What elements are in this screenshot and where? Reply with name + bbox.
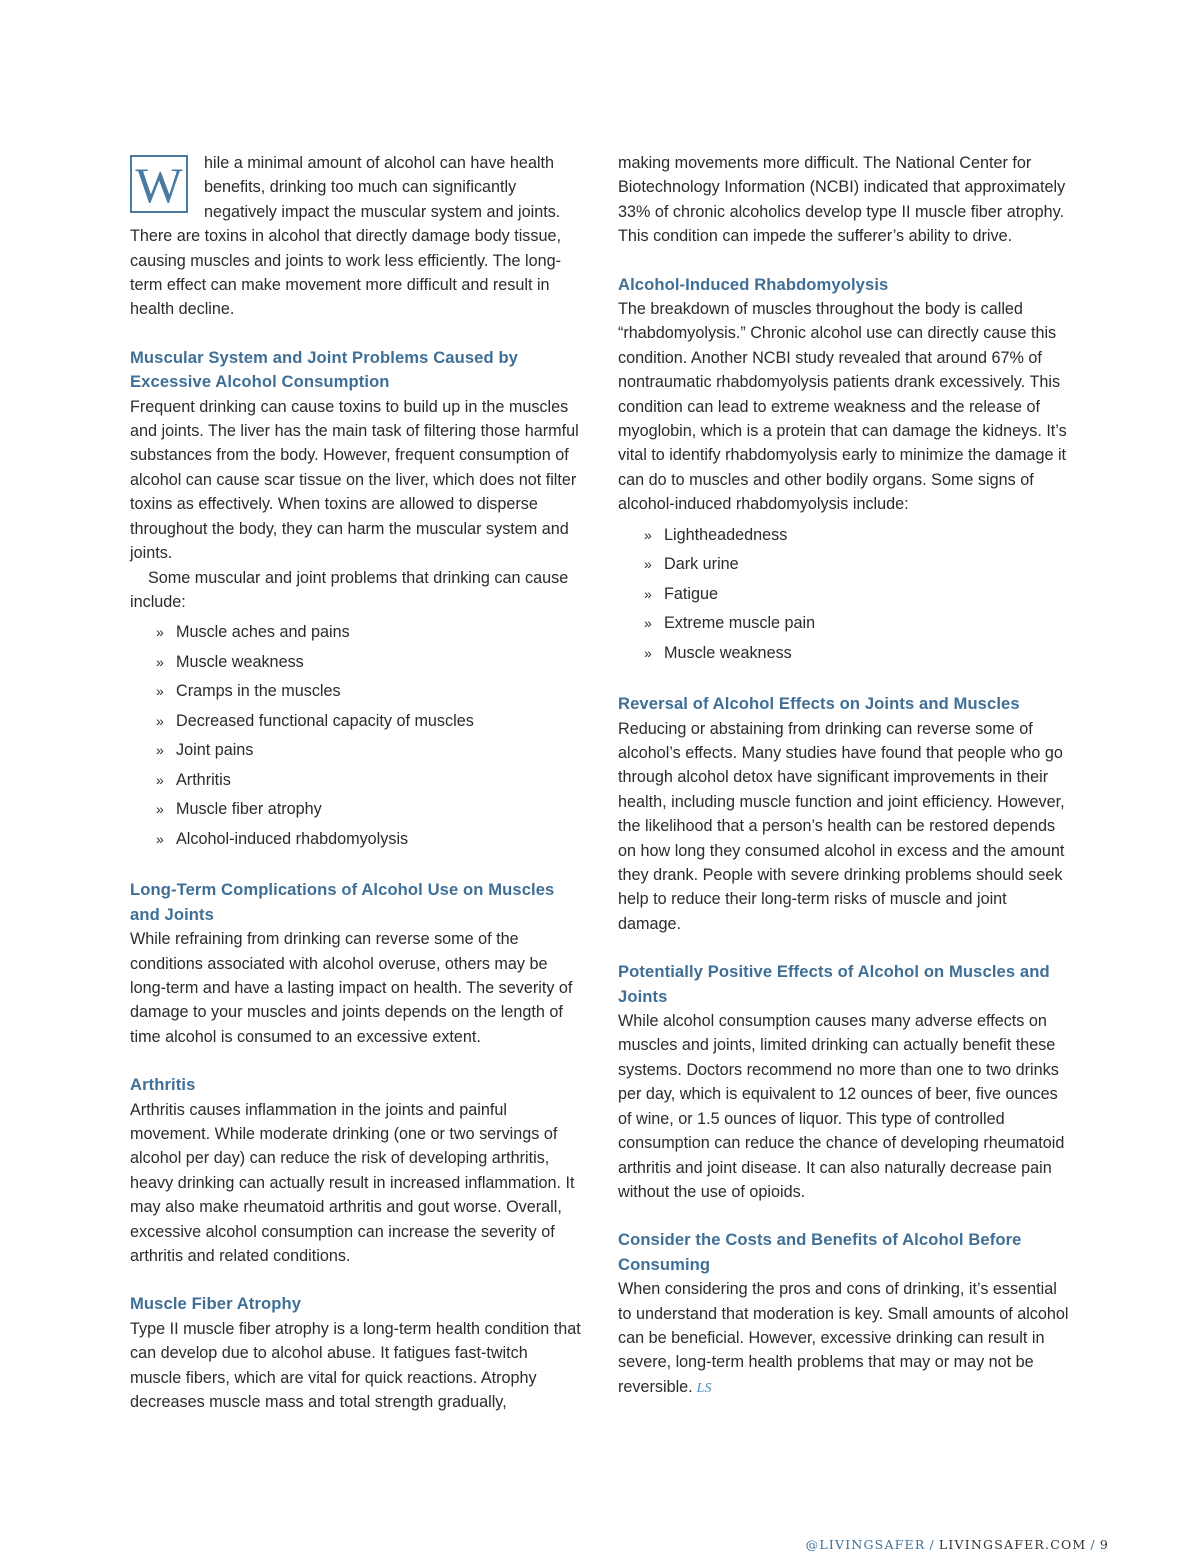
list-item: » Muscle fiber atrophy (156, 795, 582, 825)
problems-list (130, 618, 582, 854)
list-item: » Extreme muscle pain (644, 609, 1070, 639)
bullet-icon: » (156, 653, 164, 670)
list-item: » Lightheadedness (644, 521, 1070, 551)
paragraph-continued: making movements more difficult. The National Center for Biotechnology Information (NCBI) indicated that approximately 33% of chronic alcoholics develop type II muscle fiber atrophy. This condition can impede the sufferer’s ability to drive. (618, 154, 1066, 246)
heading-reversal: Reversal of Alcohol Effects on Joints and Muscles (618, 694, 1020, 714)
bullet-icon: » (644, 556, 652, 573)
list-item: » Joint pains (156, 736, 582, 766)
heading-muscular-joint-problems: Muscular System and Joint Problems Caused by Excessive Alcohol Consumption (130, 347, 519, 392)
page-number: 9 (1099, 1537, 1109, 1552)
paragraph: Type II muscle fiber atrophy is a long-term health condition that can develop due to alcohol abuse. It fatigues fast-twitch muscle fibers, which are vital for quick reactions. Atrophy decreases muscle mass and total strength gradually, (130, 1319, 581, 1412)
list-item: » Muscle aches and pains (156, 618, 582, 648)
list-item: » Muscle weakness (156, 648, 582, 678)
page-footer: @LIVINGSAFER / LIVINGSAFER.COM / 9 (805, 1537, 1109, 1552)
list-item: » Arthritis (156, 766, 582, 796)
bullet-icon: » (156, 771, 164, 788)
list-item: » Alcohol-induced rhabdomyolysis (156, 825, 582, 855)
end-mark-icon: LS (696, 1380, 712, 1396)
paragraph: Arthritis causes inflammation in the joints and painful movement. While moderate drinking (one or two servings of alcohol per day) can reduce the risk of developing arthritis, heavy drinking can actually result in increased inflammation. It may also make rheumatoid arthritis and gout worse. Overall, excessive alcohol consumption can increase the severity of arthritis and related conditions. (130, 1100, 575, 1265)
paragraph: Some muscular and joint problems that drinking can cause include: (130, 568, 569, 611)
website: LIVINGSAFER.COM (938, 1537, 1087, 1552)
intro-paragraph: hile a minimal amount of alcohol can have health benefits, drinking too much can significantly negatively impact the muscular system and joints. There are toxins in alcohol that directly damage body tissue, causing muscles and joints to work less efficiently. The long-term effect can make movement more difficult and result in health decline. (130, 154, 562, 319)
paragraph: When considering the pros and cons of drinking, it’s essential to understand that moderation is key. Small amounts of alcohol can be beneficial. However, excessive drinking can result in severe, long-term health problems that may or may not be reversible. LS (618, 1280, 1069, 1396)
heading-muscle-fiber-atrophy: Muscle Fiber Atrophy (130, 1294, 302, 1314)
bullet-icon: » (644, 526, 652, 543)
paragraph: The breakdown of muscles throughout the body is called “rhabdomyolysis.” Chronic alcohol use can directly cause this condition. Another NCBI study revealed that around 67% of nontraumatic rhabdomyolysis patients drank excessively. This condition can lead to extreme weakness and the release of myoglobin, which is a protein that can damage the kidneys. It’s vital to identify rhabdomyolysis early to minimize the damage it can do to muscles and other bodily organs. Some signs of alcohol-induced rhabdomyolysis include: (618, 300, 1067, 514)
social-handle: @LIVINGSAFER (805, 1537, 926, 1552)
paragraph: Frequent drinking can cause toxins to build up in the muscles and joints. The liver has the main task of filtering those harmful substances from the body. However, frequent consumption of alcohol can cause scar tissue on the liver, which does not filter toxins as effectively. When toxins are allowed to disperse throughout the body, they can harm the muscular system and joints. (130, 397, 579, 563)
left-column (130, 151, 582, 1414)
bullet-icon: » (156, 683, 164, 700)
paragraph: Reducing or abstaining from drinking can reverse some of alcohol’s effects. Many studies have found that people who go through alcohol detox have significant improvements in their health, including muscle function and joint efficiency. However, the likelihood that a person’s health can be restored depends on how long they consumed alcohol in excess and the amount they drank. People with severe drinking problems should seek help to reduce their long-term risks of muscle and joint damage. (618, 719, 1065, 933)
right-column (618, 151, 1070, 1401)
bullet-icon: » (156, 830, 164, 847)
heading-rhabdomyolysis: Alcohol-Induced Rhabdomyolysis (618, 274, 889, 294)
signs-list (618, 521, 1070, 669)
heading-arthritis: Arthritis (130, 1075, 196, 1095)
bullet-icon: » (644, 644, 652, 661)
list-item: » Decreased functional capacity of muscles (156, 707, 582, 737)
paragraph: While alcohol consumption causes many adverse effects on muscles and joints, limited drinking can actually benefit these systems. Doctors recommend no more than one to two drinks per day, which is equivalent to 12 ounces of beer, five ounces of wine, or 1.5 ounces of liquor. This type of controlled consumption can reduce the chance of developing rheumatoid arthritis and joint disease. It can also naturally decrease pain without the use of opioids. (618, 1012, 1065, 1201)
bullet-icon: » (644, 615, 652, 632)
heading-positive-effects: Potentially Positive Effects of Alcohol on Muscles and Joints (618, 962, 1050, 1006)
paragraph: While refraining from drinking can reverse some of the conditions associated with alcohol overuse, others may be long-term and have a lasting impact on health. The severity of damage to your muscles and joints depends on the length of time alcohol is consumed to an excessive extent. (130, 930, 573, 1046)
list-item: » Fatigue (644, 580, 1070, 610)
bullet-icon: » (156, 742, 164, 759)
list-item: » Muscle weakness (644, 639, 1070, 669)
intro (130, 151, 582, 322)
bullet-icon: » (156, 801, 164, 818)
heading-costs-benefits: Consider the Costs and Benefits of Alcohol Before Consuming (618, 1230, 1022, 1274)
bullet-icon: » (644, 585, 652, 602)
list-item: » Cramps in the muscles (156, 677, 582, 707)
list-item: » Dark urine (644, 550, 1070, 580)
bullet-icon: » (156, 712, 164, 729)
dropcap: W (130, 155, 188, 213)
bullet-icon: » (156, 624, 164, 641)
heading-long-term-complications: Long-Term Complications of Alcohol Use on Muscles and Joints (130, 880, 555, 924)
